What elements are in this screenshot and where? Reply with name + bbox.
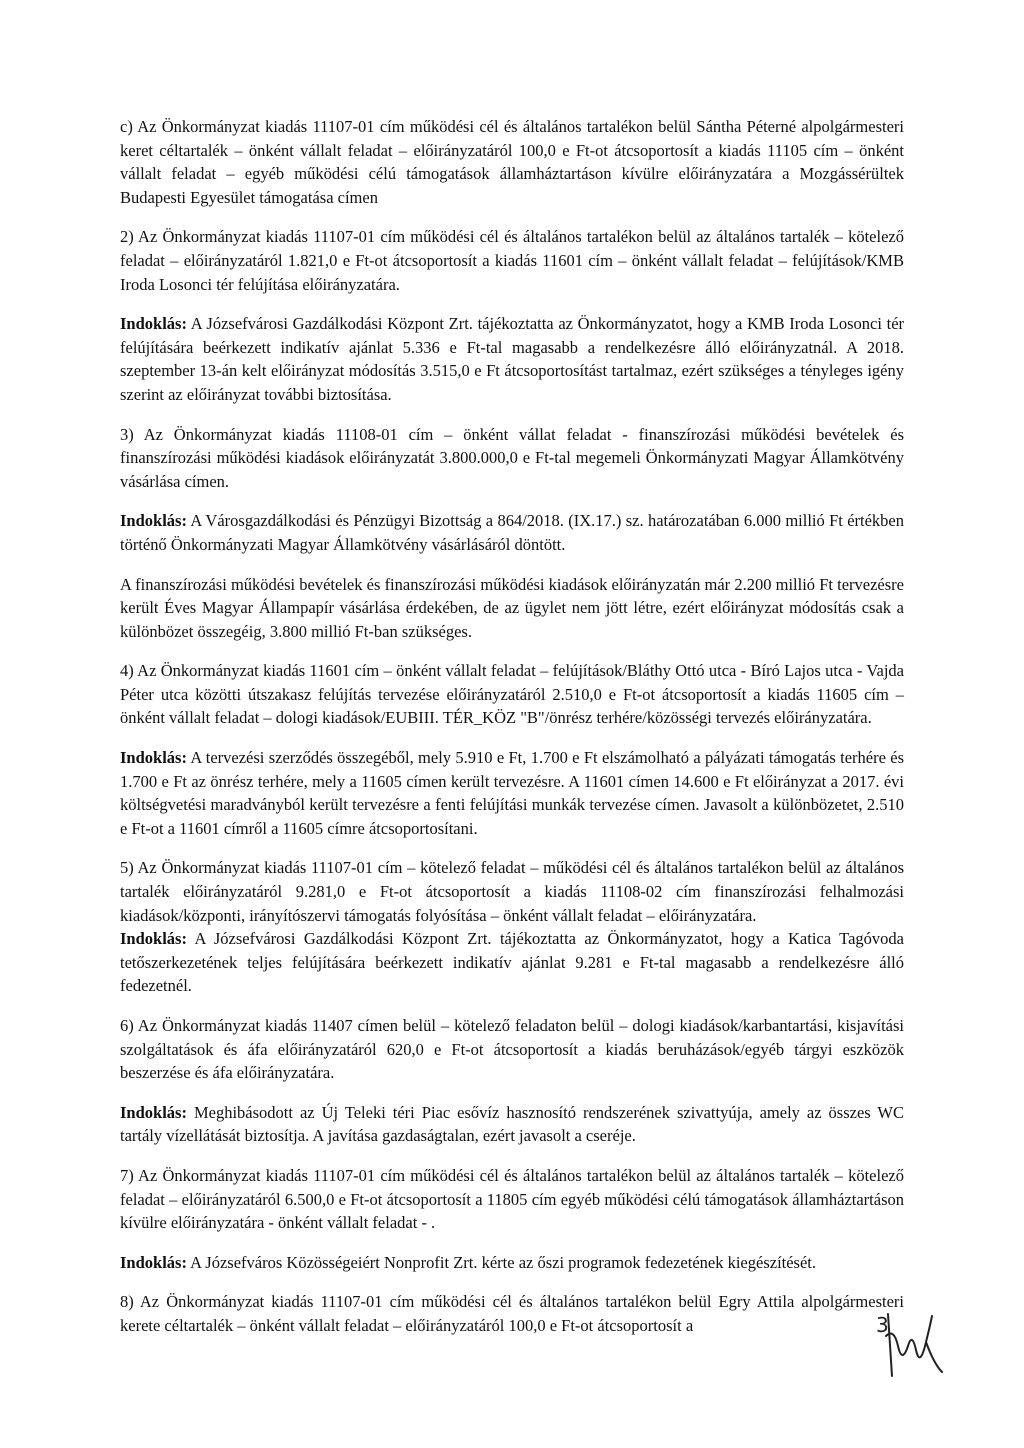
paragraph-text: c) Az Önkormányzat kiadás 11107-01 cím működési cél és általános tartalékon belül Sántha Péterné alpolgármesteri keret céltartalék – önként vállalt feladat – előirányzatáról 100,0 e Ft-ot átcsoportosít a kiadás 11105 cím – önként vállalt feladat – egyéb működési célú támogatások államháztartáson kívülre előirányzatára a Mozgássérültek Budapesti Egyesület támogatása címen	[120, 117, 904, 207]
paragraph-text: A Városgazdálkodási és Pénzügyi Bizottság a 864/2018. (IX.17.) sz. határozatában 6.000 millió Ft értékben történő Önkormányzati Magyar Államkötvény vásárlásáról döntött.	[120, 511, 904, 554]
justification-2	[120, 312, 904, 406]
paragraph-4	[120, 659, 904, 730]
justification-6	[120, 1101, 904, 1148]
paragraph-5	[120, 856, 904, 927]
justification-label: Indoklás:	[120, 929, 187, 949]
justification-label: Indoklás:	[120, 314, 187, 334]
paragraph-text: Meghibásodott az Új Teleki téri Piac esővíz hasznosító rendszerének szivattyúja, amely az összes WC tartály vízellátását biztosítja. A javítása gazdaságtalan, ezért javasolt a cseréje.	[120, 1102, 904, 1146]
paragraph-text: 7) Az Önkormányzat kiadás 11107-01 cím működési cél és általános tartalékon belül az általános tartalék – kötelező feladat – előirányzatáról 6.500,0 e Ft-ot átcsoportosít a 11805 cím egyéb működési célú támogatások államháztartáson kívülre előirányzatára - önként vállalt feladat - .	[120, 1165, 904, 1233]
justification-4	[120, 746, 904, 840]
paragraph-text: A tervezési szerződés összegéből, mely 5.910 e Ft, 1.700 e Ft elszámolható a pályázati támogatás terhére és 1.700 e Ft az önrész terhére, mely a 11605 címen került tervezésre. A 11601 címen 14.600 e Ft előirányzat a 2017. évi költségvetési maradványból került tervezésre a fenti felújítási munkák tervezése címen. Javasolt a különbözetet, 2.510 e Ft-ot a 11601 címről a 11605 címre átcsoportosítani.	[120, 748, 904, 838]
handwritten-signature	[868, 1306, 948, 1382]
paragraph-6	[120, 1014, 904, 1085]
justification-label: Indoklás:	[120, 1252, 187, 1272]
paragraph-text: 6) Az Önkormányzat kiadás 11407 címen belül – kötelező feladaton belül – dologi kiadások/karbantartási, kisjavítási szolgáltatások és áfa előirányzatáról 620,0 e Ft-ot átcsoportosít a kiadás beruházások/egyéb tárgyi eszközök beszerzése és áfa előirányzatára.	[120, 1016, 904, 1083]
paragraph-c	[120, 115, 904, 209]
justification-label: Indoklás:	[120, 748, 187, 768]
paragraph-text: 5) Az Önkormányzat kiadás 11107-01 cím – kötelező feladat – működési cél és általános tartalékon belül az általános tartalék előirányzatáról 9.281,0 e Ft-ot átcsoportosít a kiadás 11108-02 cím finanszírozási felhalmozási kiadások/központi, irányítószervi támogatás folyósítása – önként vállalt feladat – előirányzatára.	[120, 858, 904, 925]
paragraph-3	[120, 423, 904, 494]
paragraph-text: A Józsefvárosi Gazdálkodási Központ Zrt. tájékoztatta az Önkormányzatot, hogy a Katica Tagóvoda tetőszerkezetének teljes felújítására beérkezett indikatív ajánlat 9.281 e Ft-tal magasabb a rendelkezésre álló fedezetnél.	[120, 929, 904, 996]
paragraph-3-note	[120, 573, 904, 644]
paragraph-2	[120, 225, 904, 296]
justification-5	[120, 927, 904, 998]
paragraph-text: A finanszírozási működési bevételek és finanszírozási működési kiadások előirányzatán már 2.200 millió Ft tervezésre került Éves Magyar Állampapír vásárlása érdekében, de az ügylet nem jött létre, ezért előirányzat módosítás csak a különbözet összegéig, 3.800 millió Ft-ban szükséges.	[120, 574, 904, 641]
paragraph-text: A Józsefvárosi Gazdálkodási Központ Zrt. tájékoztatta az Önkormányzatot, hogy a KMB Iroda Losonci tér felújítására beérkezett indikatív ajánlat 5.336 e Ft-tal magasabb a rendelkezésre álló előirányzatnál. A 2018. szeptember 13-án kelt előirányzat módosítás 3.515,0 e Ft átcsoportosítást tartalmaz, ezért szükséges a tényleges igény szerint az előirányzat további biztosítása.	[120, 314, 905, 404]
justification-3	[120, 509, 904, 556]
justification-7	[120, 1251, 904, 1275]
paragraph-8	[120, 1290, 904, 1337]
paragraph-text: 8) Az Önkormányzat kiadás 11107-01 cím működési cél és általános tartalékon belül Egry Attila alpolgármesteri kerete céltartalék – önként vállalt feladat – előirányzatáról 100,0 e Ft-ot átcsoportosít a	[120, 1292, 904, 1335]
paragraph-text: 4) Az Önkormányzat kiadás 11601 cím – önként vállalt feladat – felújítások/Bláthy Ottó utca - Bíró Lajos utca - Vajda Péter utca közötti útszakasz felújítás tervezése előirányzatáról 2.510,0 e Ft-ot átcsoportosít a kiadás 11605 cím – önként vállalt feladat – dologi kiadások/EUBIII. TÉR_KÖZ "B"/önrész terhére/közösségi tervezés előirányzatára.	[120, 661, 904, 728]
document-body	[120, 115, 904, 1354]
justification-label: Indoklás:	[120, 511, 187, 531]
paragraph-text: A Józsefváros Közösségeiért Nonprofit Zrt. kérte az őszi programok fedezetének kiegészítését.	[190, 1252, 817, 1272]
paragraph-text: 2) Az Önkormányzat kiadás 11107-01 cím működési cél és általános tartalékon belül az általános tartalék – kötelező feladat – előirányzatáról 1.821,0 e Ft-ot átcsoportosít a kiadás 11601 cím – önként vállalt feladat – felújítások/KMB Iroda Losonci tér felújítása előirányzatára.	[120, 227, 904, 294]
paragraph-text: 3) Az Önkormányzat kiadás 11108-01 cím – önként vállat feladat - finanszírozási működési bevételek és finanszírozási működési kiadások előirányzatát 3.800.000,0 e Ft-tal megemeli Önkormányzati Magyar Államkötvény vásárlása címen.	[120, 424, 904, 491]
paragraph-7	[120, 1164, 904, 1235]
page-number: 3	[876, 1313, 889, 1337]
justification-label: Indoklás:	[120, 1102, 187, 1122]
